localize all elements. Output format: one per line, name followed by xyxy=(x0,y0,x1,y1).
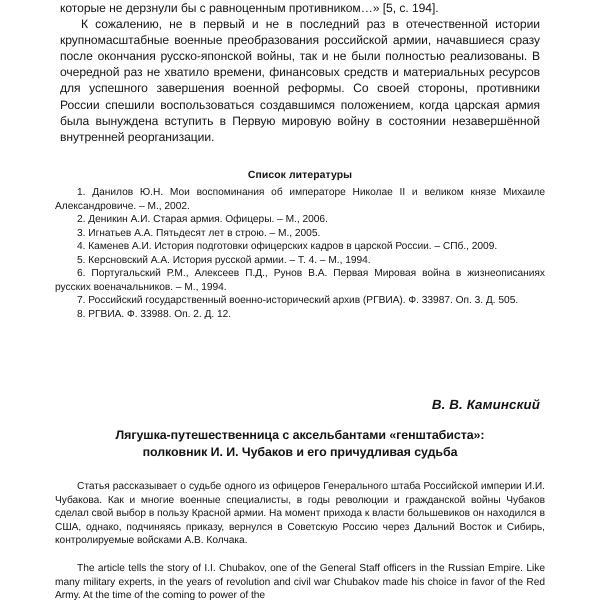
article-title-line-2: полковник И. И. Чубаков и его причудливая судьба xyxy=(142,445,458,460)
abstract-russian-text: Статья рассказывает о судьбе одного из офицеров Генерального штаба Российской империи И.И. Чубакова. Как и многие военные специалисты, в годы революции и гражданской войны Чубаков сделал свой выбор в пользу Красной армии. На момент прихода к власти большевиков он находился в США, однако, подчиняясь приказу, вернулся в Советскую Россию через Дальний Восток и Сибирь, контролируемые войсками А.В. Колчака. xyxy=(55,481,545,547)
abstract-russian xyxy=(55,480,545,548)
paragraph-continued: которые не дерзнули бы с равноценным противником…» [5, с. 194]. xyxy=(60,1,439,15)
references-list xyxy=(55,186,545,321)
reference-item: 6. Португальский Р.М., Алексеев П.Д., Рунов В.А. Первая Мировая война в жизнеописаниях русских военачальников. – М., 1994. xyxy=(55,268,545,293)
references-heading: Список литературы xyxy=(247,170,353,181)
article-title xyxy=(60,427,540,462)
abstract-english-text: The article tells the story of I.I. Chubakov, one of the General Staff officers in the Russian Empire. Like many military experts, in the years of revolution and civil war Chubakov made his choice in favor of the Red Army. At the time of the coming to power of the xyxy=(55,563,545,600)
paragraph-main: К сожалению, не в первый и не в последний раз в отечественной истории крупномасштабные военные преобразования российской армии, начавшиеся сразу после окончания русско-японской войны, так и не были полностью реализованы. В очередной раз не хватило времени, финансовых средств и материальных ресурсов для успешного завершения военной реформы. Со своей стороны, противники России спешили воспользоваться создавшимся положением, когда царская армия была вынуждена вступить в Первую мировую войну в состоянии незавершённой внутренней реорганизации. xyxy=(60,17,540,144)
reference-item: 4. Каменев А.И. История подготовки офицерских кадров в царской России. – СПб., 2009. xyxy=(77,241,498,253)
reference-item: 7. Российский государственный военно-исторический архив (РГВИА). Ф. 33987. Оп. 3. Д. 505. xyxy=(77,295,519,307)
article-author: В. В. Каминский xyxy=(431,397,540,412)
reference-item: 2. Деникин А.И. Старая армия. Офицеры. – М., 2006. xyxy=(77,214,328,226)
article-title-line-1: Лягушка-путешественница с аксельбантами «генштабиста»: xyxy=(115,428,485,442)
reference-item: 3. Игнатьев А.А. Пятьдесят лет в строю. – М., 2005. xyxy=(77,227,321,239)
reference-item: 8. РГВИА. Ф. 33988. Оп. 2. Д. 12. xyxy=(77,308,232,320)
reference-item: 5. Керсновский А.А. История русской армии. – Т. 4. – М., 1994. xyxy=(77,254,371,266)
abstract-english xyxy=(55,562,545,600)
body-text-block xyxy=(60,0,540,145)
reference-item: 1. Данилов Ю.Н. Мои воспоминания об императоре Николае II и великом князе Михаиле Александровиче. – М., 2002. xyxy=(55,187,545,212)
